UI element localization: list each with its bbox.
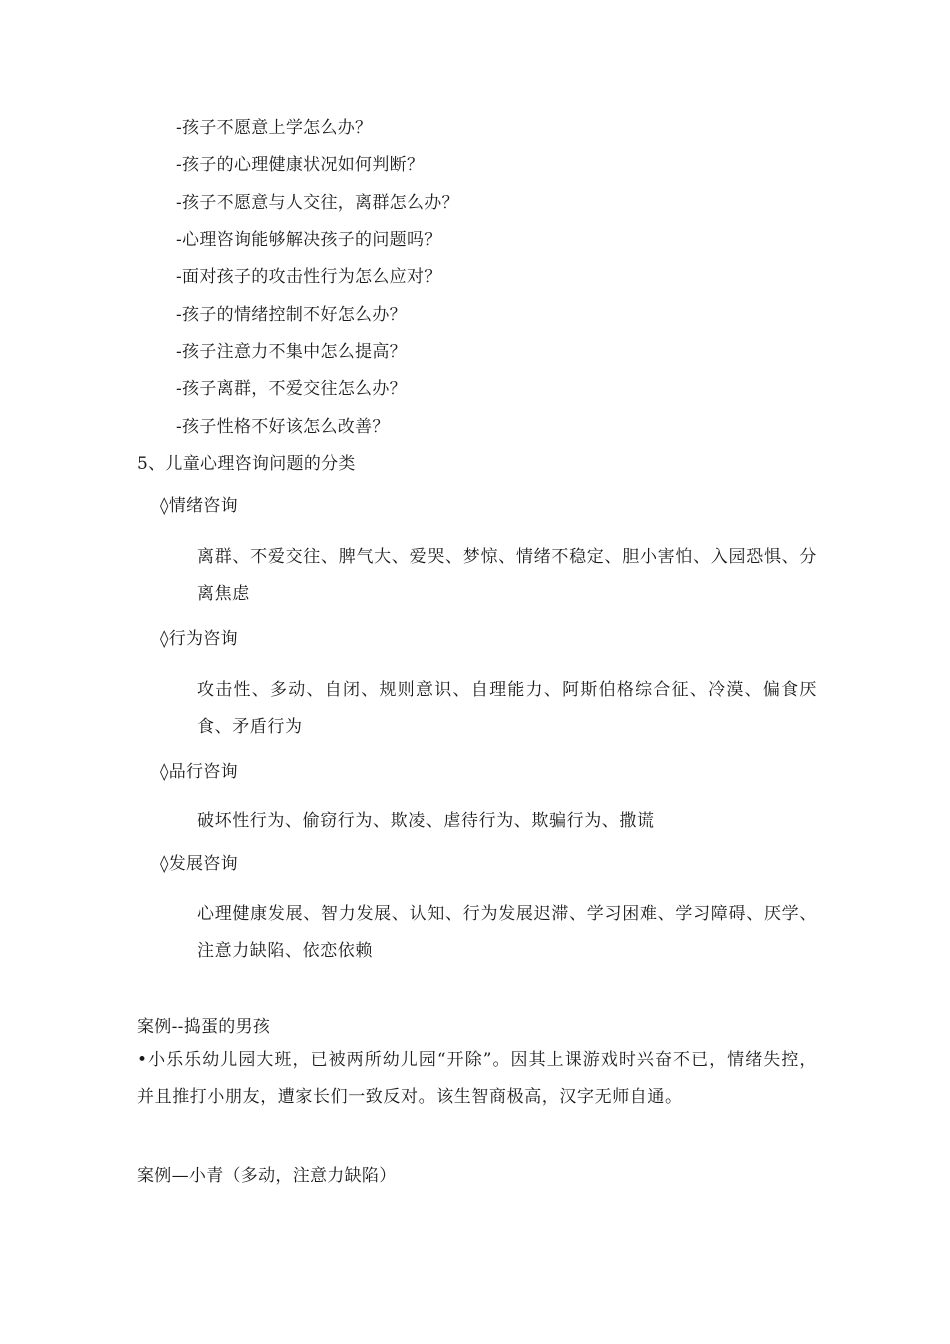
case-title: 案例--捣蛋的男孩 xyxy=(137,1017,271,1037)
category-content: 破坏性行为、偷窃行为、欺凌、虐待行为、欺骗行为、撒谎 xyxy=(197,811,655,831)
category-content: 离群、不爱交往、脾气大、爱哭、梦惊、情绪不稳定、胆小害怕、入园恐惧、分离焦虑 xyxy=(197,547,817,604)
question-item: -孩子的情绪控制不好怎么办？ xyxy=(176,305,407,325)
category-title: ◊情绪咨询 xyxy=(160,496,238,516)
category-title: ◊行为咨询 xyxy=(160,629,238,649)
case-title: 案例—小青（多动，注意力缺陷） xyxy=(137,1166,397,1186)
category-content: 心理健康发展、智力发展、认知、行为发展迟滞、学习困难、学习障碍、厌学、注意力缺陷、依恋依赖 xyxy=(197,904,817,961)
question-item: -孩子离群，不爱交往怎么办？ xyxy=(176,379,407,399)
question-item: -孩子不愿意上学怎么办？ xyxy=(176,118,373,138)
question-item: -孩子不愿意与人交往，离群怎么办？ xyxy=(176,193,459,213)
category-title: ◊发展咨询 xyxy=(160,854,238,874)
question-item: -心理咨询能够解决孩子的问题吗？ xyxy=(176,230,442,250)
question-item: -面对孩子的攻击性行为怎么应对？ xyxy=(176,267,442,287)
question-item: -孩子的心理健康状况如何判断？ xyxy=(176,155,425,175)
category-content: 攻击性、多动、自闭、规则意识、自理能力、阿斯伯格综合征、冷漠、偏食厌食、矛盾行为 xyxy=(197,680,817,737)
case-text: •小乐乐幼儿园大班，已被两所幼儿园“开除”。因其上课游戏时兴奋不已，情绪失控，并且推打小朋友，遭家长们一致反对。该生智商极高，汉字无师自通。 xyxy=(137,1050,817,1107)
question-item: -孩子注意力不集中怎么提高？ xyxy=(176,342,407,362)
section-heading: 5、儿童心理咨询问题的分类 xyxy=(137,454,356,474)
category-title: ◊品行咨询 xyxy=(160,762,238,782)
question-item: -孩子性格不好该怎么改善？ xyxy=(176,417,390,437)
